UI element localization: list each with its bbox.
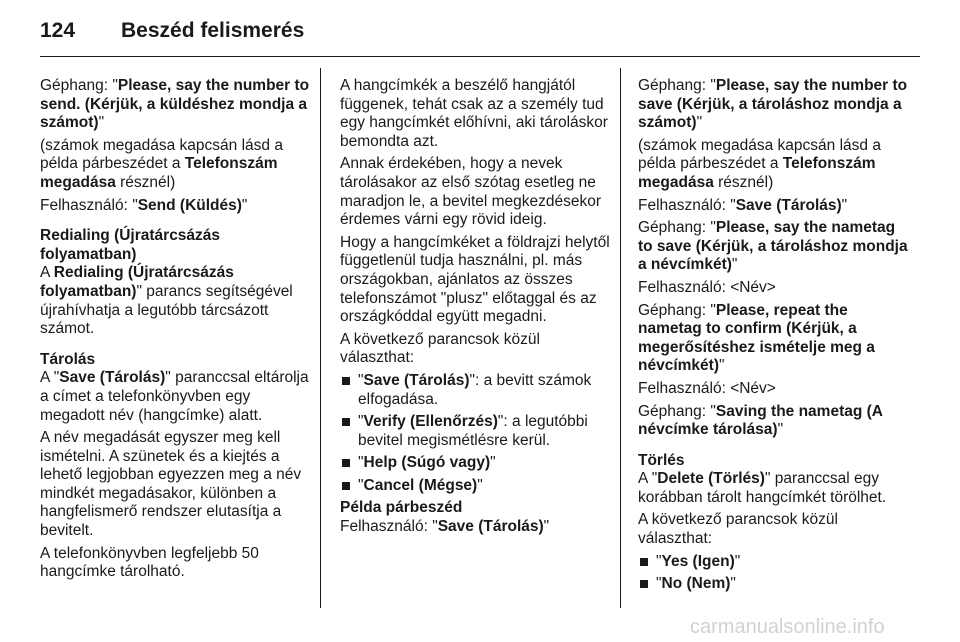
paragraph: A hangcímkék a beszélő hangjától függenek, tehát csak az a személy tud egy hangcímkét előhívni, aki tároláskor bemondta azt. [340,77,608,150]
list-item: "Cancel (Mégse)" [340,477,610,496]
paragraph: Géphang: "Please, repeat the nametag to confirm (Kérjük, a megerősítéshez ismételje meg a névcímkét)" [638,301,875,375]
list-item: "Yes (Igen)" [638,553,910,572]
bullet-icon [342,377,350,385]
column-divider-2 [620,68,621,608]
bullet-icon [342,418,350,426]
paragraph: Géphang: "Please, say the number to send. (Kérjük, a küldéshez mondja a számot)" [40,77,310,132]
paragraph: A következő parancsok közül választhat: [638,511,838,548]
header-rule [40,56,920,57]
column-3 [638,77,910,598]
command-list [638,553,910,594]
page-title: Beszéd felismerés [121,19,305,42]
paragraph: Felhasználó: <Név> [638,379,776,397]
section-heading-delete: Törlés [638,451,685,469]
paragraph: Hogy a hangcímkéket a földrajzi helytől függetlenül tudja használni, pl. más országokban, ajánlatos az összes telefonszámot "plusz" előtaggal és az országkóddal együtt megadni. [340,233,610,326]
paragraph: Géphang: "Please, say the nametag to save (Kérjük, a tároláshoz mondja a névcímkét)" [638,219,908,274]
paragraph: A "Save (Tárolás)" paranccsal eltárolja a címet a telefonkönyvben egy megadott név (hangcímke) alatt. [40,369,309,424]
paragraph: A Redialing (Újratárcsázás folyamatban)" parancs segítségével újrahívhatja a legutóbb tárcsázott számot. [40,264,293,338]
watermark: carmanualsonline.info [690,616,885,638]
section-heading-save: Tárolás [40,350,96,368]
column-divider-1 [320,68,321,608]
paragraph: Felhasználó: "Save (Tárolás)" [638,196,848,214]
section-heading-redialing: Redialing (Újratárcsázás folyamatban) [40,227,221,263]
list-item: "Help (Súgó vagy)" [340,454,610,473]
bullet-icon [342,459,350,467]
paragraph: Felhasználó: "Send (Küldés)" [40,196,248,214]
section-heading-example: Példa párbeszéd [340,499,463,517]
paragraph: (számok megadása kapcsán lásd a példa párbeszédet a Telefonszám megadása résznél) [638,136,881,191]
page-number: 124 [40,19,76,42]
list-item: "No (Nem)" [638,575,910,594]
paragraph: A "Delete (Törlés)" paranccsal egy korábban tárolt hangcímkét törölhet. [638,470,887,506]
bullet-icon [640,580,648,588]
paragraph: Annak érdekében, hogy a nevek tárolásakor az első szótag esetleg ne maradjon le, a bevitel megkezdésekor érdemes várni egy rövid ideig. [340,155,602,229]
column-1 [40,77,310,586]
column-2 [340,77,610,541]
paragraph: Géphang: "Please, say the number to save (Kérjük, a tároláshoz mondja a számot)" [638,77,908,132]
paragraph: (számok megadása kapcsán lásd a példa párbeszédet a Telefonszám megadása résznél) [40,136,283,191]
command-list [340,372,610,496]
list-item: "Save (Tárolás)": a bevitt számok elfogadása. [340,372,610,409]
paragraph: Géphang: "Saving the nametag (A névcímke tárolása)" [638,402,883,439]
paragraph: A következő parancsok közül választhat: [340,330,540,367]
list-item: "Verify (Ellenőrzés)": a legutóbbi bevitel megismétlésre kerül. [340,413,610,450]
paragraph: A név megadását egyszer meg kell ismételni. A szünetek és a kiejtés a lehető legjobban egyezzen meg a név mindkét megadásakor, különben a hangfelismerő rendszer elutasítja a bevitelt. [40,429,302,540]
page-header [40,16,920,56]
bullet-icon [342,482,350,490]
paragraph: A telefonkönyvben legfeljebb 50 hangcímke tárolható. [40,544,259,581]
bullet-icon [640,558,648,566]
paragraph: Felhasználó: "Save (Tárolás)" [340,518,550,536]
paragraph: Felhasználó: <Név> [638,278,776,296]
